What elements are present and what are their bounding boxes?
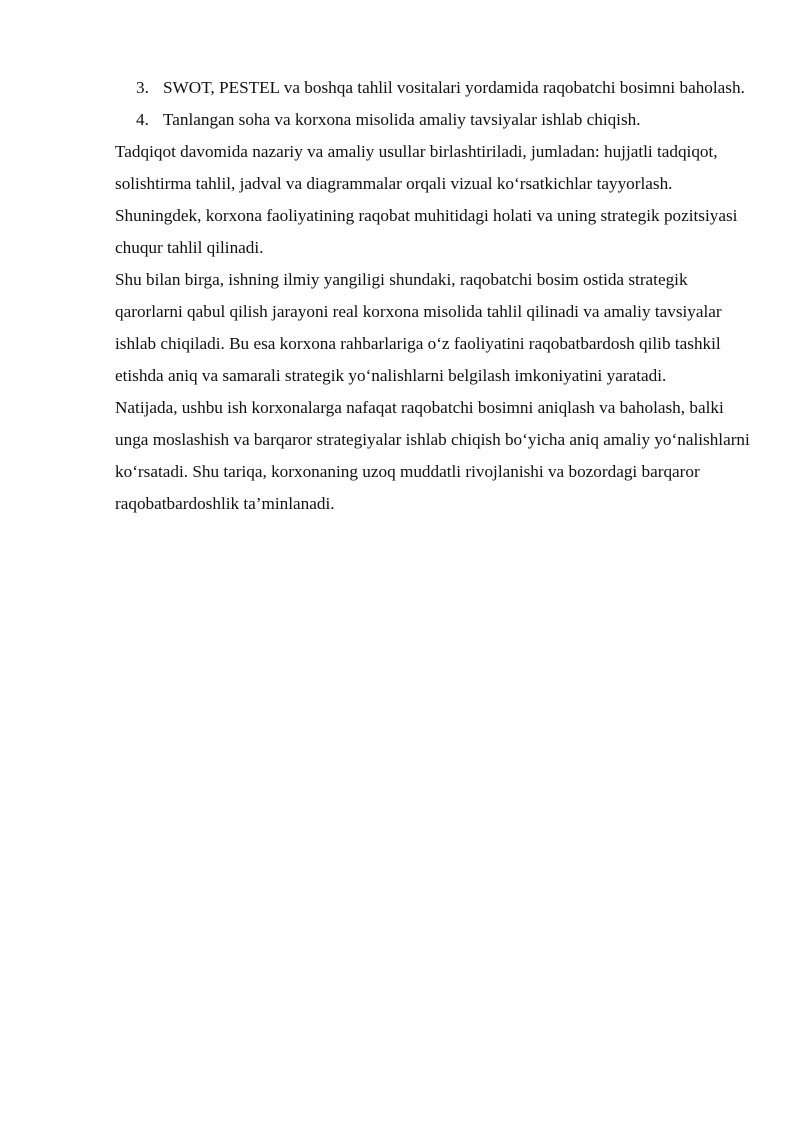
paragraph-methods: Tadqiqot davomida nazariy va amaliy usullar birlashtiriladi, jumladan: hujjatli tadqiqot, solishtirma tahlil, jadval va diagrammalar orqali vizual ko‘rsatkichlar tayyorlash. Shuningdek, korxona faoliyatining raqobat muhitidagi holati va uning strategik pozitsiyasi chuqur tahlil qilinadi. <box>115 142 738 257</box>
list-item <box>115 104 755 136</box>
paragraph-conclusion: Natijada, ushbu ish korxonalarga nafaqat raqobatchi bosimni aniqlash va baholash, balki unga moslashish va barqaror strategiyalar ishlab chiqish bo‘yicha aniq amaliy yo‘nalishlarni ko‘rsatadi. Shu tariqa, korxonaning uzoq muddatli rivojlanishi va bozordagi barqaror raqobatbardoshlik ta’minlanadi. <box>115 398 750 513</box>
list-item <box>115 72 755 104</box>
numbered-list <box>115 72 755 136</box>
list-item-text: SWOT, PESTEL va boshqa tahlil vositalari yordamida raqobatchi bosimni baholash. <box>163 78 745 97</box>
document-body <box>115 72 755 520</box>
list-item-number: 3. <box>136 78 149 97</box>
list-item-text: Tanlangan soha va korxona misolida amaliy tavsiyalar ishlab chiqish. <box>163 110 641 129</box>
list-item-number: 4. <box>136 110 149 129</box>
paragraph-novelty: Shu bilan birga, ishning ilmiy yangiligi shundaki, raqobatchi bosim ostida strategik qarorlarni qabul qilish jarayoni real korxona misolida tahlil qilinadi va amaliy tavsiyalar ishlab chiqiladi. Bu esa korxona rahbarlariga o‘z faoliyatini raqobatbardosh qilib tashkil etishda aniq va samarali strategik yo‘nalishlarni belgilash imkoniyatini yaratadi. <box>115 270 722 385</box>
